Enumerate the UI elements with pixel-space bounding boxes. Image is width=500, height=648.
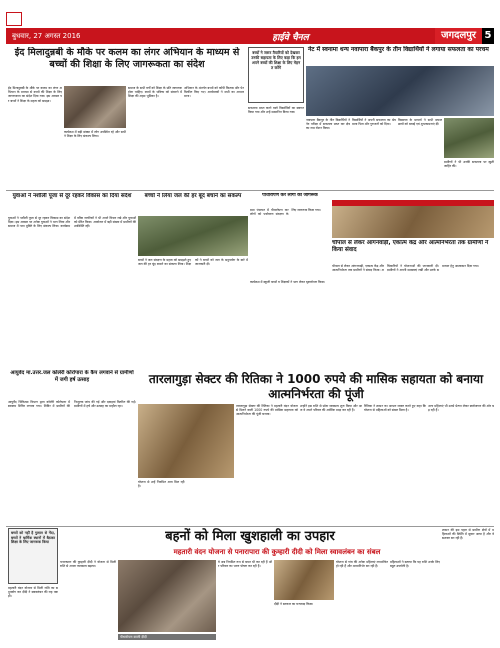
story5-body: ग्राम पंचायत में पौधारोपण कर लोगों को पर्यावरण संरक्षण के लिए जागरूक किया गया।	[250, 208, 321, 217]
story3-headline: युवाओं ने नशीली पूजा से दूर रहकर विकास का दिया संदेश	[12, 193, 132, 199]
story9-headline: बहनों को मिला खुशहाली का उपहार	[165, 529, 335, 544]
story9-body-col4: योजना से गांव की अनेक महिलाएं लाभान्वित हो रही हैं और आत्मनिर्भर बन रही हैं।	[336, 560, 388, 569]
story8-headline: आयुर्वेद मा.उत्तर.जल कोलेरी कोरोपारा के कैंप लगवाने से ग्रामीणों में जगी हर्ष उत्साह	[10, 370, 134, 383]
story6-band	[332, 200, 494, 206]
header-city: जगदलपुर	[435, 28, 482, 44]
newspaper-logo	[6, 12, 22, 26]
divider-bottom	[6, 526, 494, 527]
header-date: बुधवार, 27 अगस्त 2016	[12, 31, 81, 40]
story2-body-col2: विद्यार्थियों ने अपनी सफलता का श्रेय माता पिता और गुरुजनों को दिया।	[352, 118, 396, 127]
story2-headline: नेट में स्वनामा धन्य नवापारा बैंकपुर के तीन विद्यार्थियों ने लगाया सफलता का परचम	[308, 46, 489, 53]
page-number: 5	[482, 28, 494, 44]
story6-photo	[332, 206, 494, 238]
quote-text: बच्चों ने जरूर तैयारियों को देखकर उनकी सहायता के लिए कहा कि हम अपने बच्चों की शिक्षा के लिए मेहनत करेंगे	[251, 50, 301, 70]
story4-headline: बच्चों ने लिया जल की हर बूंद बचाने का संकल्प	[144, 193, 242, 199]
story9-body-left: महतारी वंदन योजना से मिली राशि का सदुपयोग कर दीदी ने स्वावलंबन की राह पकड़ी।	[8, 586, 58, 599]
story1-body-col2: कार्यक्रम में बड़ी संख्या में लोग उपस्थित रहे और सभी ने शिक्षा के लिए संकल्प लिया।	[64, 130, 126, 139]
story7-body-col1: तारलागुड़ा सेक्टर की रितिका ने महतारी वंदन योजना से मिलने वाली 1000 रुपये की मासिक सहायता को आत्मनिर्भरता की पूंजी बनाया।	[236, 404, 298, 417]
story1-body-col1: ईद मिलादुन्नबी के मौके पर कलम का लंगर अभियान के माध्यम से बच्चों की शिक्षा के लिए जागरूकता का संदेश दिया गया। इस अवसर पर बच्चों ने शिक्षा के महत्व को समझा।	[8, 86, 62, 103]
page-header	[6, 28, 494, 44]
story2-body-col4: ग्रामीणों ने भी उनकी सफलता पर खुशी जाहिर की।	[444, 160, 494, 169]
story3-body: युवाओं ने नशीली पूजा से दूर रहकर विकास का संदेश दिया। इस अवसर पर अनेक युवाओं ने भाग लिया और समाज में नशा मुक्ति के लिए संकल्प लिया। कार्यक्रम में वरिष्ठ नागरिकों ने भी अपने विचार रखे और युवाओं को प्रेरित किया। आयोजन में बड़ी संख्या में ग्रामीणों की उपस्थिति रही।	[8, 216, 136, 229]
side-box-text: बच्चों को नहीं है गुलाल से गेंदा, बच्चों ने धार्मिक स्थानों में बैठकर शिक्षा के लिए जागरूक किया	[11, 531, 55, 545]
side-box	[8, 528, 58, 584]
story6-body: चौपाल से लेकर आंगनवाड़ी, एकात्म केंद्र और आत्मनिर्भरता तक ग्रामीणों ने संवाद किया। अधिकारियों ने योजनाओं की जानकारी दी। ग्रामीणों ने अपनी समस्याएं रखीं और उनके समाधान हेतु आश्वासन दिया गया।	[332, 264, 479, 273]
divider-top	[6, 190, 494, 191]
story2-body-col1: नवापारा बैंकपुर के तीन विद्यार्थियों ने नेट परीक्षा में सफलता प्राप्त कर क्षेत्र का नाम रोशन किया।	[306, 118, 350, 131]
story2-students-photo	[306, 66, 494, 116]
story4-photo	[138, 216, 248, 256]
header-channel: हाईवे चैनल	[272, 32, 309, 43]
story1-photo	[64, 86, 126, 128]
story2-small-photo	[444, 118, 494, 158]
story9-photo-2	[274, 560, 334, 600]
story2-body-col3: विद्यालय के प्राचार्य ने सभी सफल छात्रों को बधाई एवं शुभकामनाएं दीं।	[398, 118, 442, 127]
story2-left-text: सफलता प्राप्त करने वाले विद्यार्थियों का स्वागत किया गया और उन्हें सम्मानित किया गया।	[248, 106, 304, 115]
story1-headline: ईद मिलादुन्नबी के मौके पर कलम का लंगर अभियान के माध्यम से बच्चों की शिक्षा के लिए जागरूकता का संदेश	[14, 47, 240, 70]
story9-body-col1: पनारापारा की कुम्हारी दीदी ने योजना से मिली राशि से अपना व्यवसाय बढ़ाया।	[60, 560, 116, 569]
story1-body-col4: अभियान के अंतर्गत बच्चों को कॉपी किताब और पेन वितरित किए गए। आयोजकों ने सभी का आभार माना।	[184, 86, 244, 99]
story5-body-2: कार्यक्रम में स्कूली बच्चों व शिक्षकों ने भाग लेकर वृक्षारोपण किया।	[250, 280, 326, 284]
story9-body-col5: महिलाओं ने बताया कि यह राशि उनके लिए बहुत उपयोगी है।	[390, 560, 440, 569]
story7-headline: तारलागुड़ा सेक्टर की रितिका ने 1000 रुपये की मासिक सहायता को बनाया आत्मनिर्भरता की पूंजी	[148, 372, 484, 401]
story7-body-col3: रितिका ने शासन का आभार व्यक्त करते हुए कहा कि योजना से महिलाओं को संबल मिला है।	[364, 404, 426, 413]
story9-photo	[118, 560, 216, 632]
story5-headline: पौधारोपण कर लोगों को जागरूक	[262, 193, 318, 198]
story9-body-col3: दीदी ने सरकार का धन्यवाद किया।	[274, 602, 314, 606]
story9-photo-caption: पौधारोपण करती दीदी	[118, 634, 216, 640]
story7-photo	[138, 404, 234, 478]
story7-body-under-photo: योजना से उन्हें नियमित आय मिल रही है।	[138, 480, 185, 489]
story9-subhead: महतारी वंदन योजना से पनारापारा की कुम्हारी दीदी को मिला स्वावलंबन का संबल	[173, 548, 381, 556]
story8-body: आयुर्वेद चिकित्सा विभाग द्वारा कोलेरी कोरोपारा में स्वास्थ्य शिविर लगाया गया। शिविर में ग्रामीणों की निःशुल्क जांच की गई और दवाइयां वितरित की गईं। ग्रामीणों में हर्ष और उत्साह का माहौल रहा।	[8, 400, 136, 409]
story1-body-col3: समाज के सभी वर्गों को शिक्षा के प्रति जागरूक होना चाहिए। बच्चों के भविष्य को संवारने में शिक्षा की अहम भूमिका है।	[128, 86, 182, 99]
story6-headline: चौपाल से लेकर आंगनवाड़ी, एकात्म केंद्र और आत्मनिर्भरता तक ग्रामीणों ने किया संवाद	[332, 240, 489, 254]
story9-body-col2: वे अब नियमित रूप से बचत भी कर रही हैं और परिवार का भरण पोषण कर रही हैं।	[218, 560, 272, 569]
story4-body: बच्चों ने जल संरक्षण के महत्व को समझते हुए जल की हर बूंद बचाने का संकल्प लिया। शिक्षकों ने बच्चों को जल के सदुपयोग के बारे में जानकारी दी।	[138, 258, 248, 267]
story9-body-col6: शासन की इस पहल से ग्रामीण क्षेत्रों में महिलाओं की स्थिति में सुधार आया है और वे सशक्त बन रही हैं।	[442, 528, 494, 541]
story7-body-col2: उन्होंने इस राशि से छोटा व्यवसाय शुरू किया और आज वे अपने परिवार की आर्थिक मदद कर रही हैं।	[300, 404, 362, 413]
story7-body-col4: अन्य महिलाएं भी उनसे प्रेरणा लेकर स्वरोजगार की ओर बढ़ रही हैं।	[428, 404, 494, 413]
